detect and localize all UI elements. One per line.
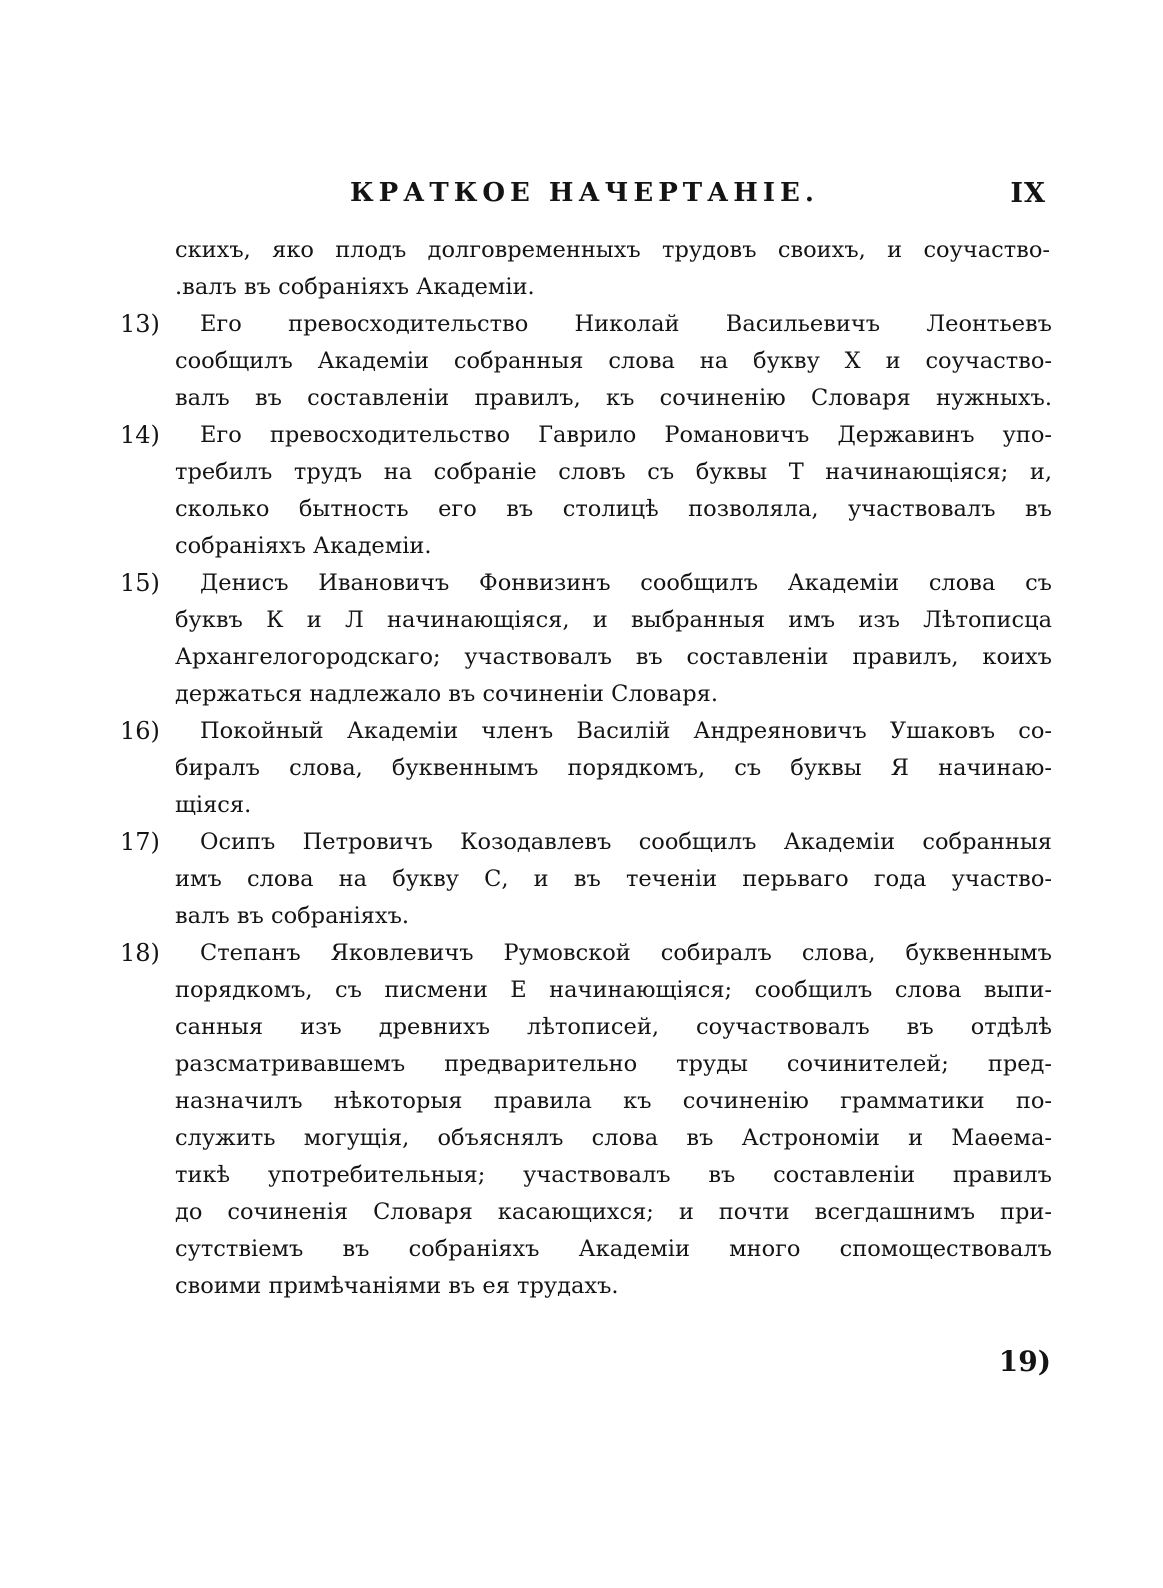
entry-17	[0, 824, 1163, 935]
continuation-line: скихъ, яко плодъ долговременныхъ трудовъ своихъ, и соучаство-	[175, 237, 1050, 263]
entry-18	[0, 935, 1163, 1305]
entry-line: биралъ слова, буквеннымъ порядкомъ, съ буквы Я начинаю-	[175, 755, 1052, 781]
entry-line: Осипъ Петровичъ Козодавлевъ сообщилъ Академіи собранныя	[200, 829, 1052, 855]
entry-line: порядкомъ, съ писмени Е начинающіяся; сообщилъ слова выпи-	[175, 977, 1052, 1003]
entry-line: разсматривавшемъ предварительно труды сочинителей; пред-	[175, 1051, 1052, 1077]
entry-number: 15)	[120, 569, 160, 597]
entry-line: валъ въ собраніяхъ.	[175, 903, 410, 929]
entry-number: 14)	[120, 421, 160, 449]
entry-line: сообщилъ Академіи собранныя слова на букву X и соучаство-	[175, 348, 1052, 374]
entry-number: 13)	[120, 310, 160, 338]
entry-15	[0, 565, 1163, 713]
entry-line: буквъ К и Л начинающіяся, и выбранныя имъ изъ Лѣтописца	[175, 607, 1052, 633]
entry-line: Степанъ Яковлевичъ Румовской собиралъ слова, буквеннымъ	[200, 940, 1052, 966]
entry-line: назначилъ нѣкоторыя правила къ сочиненію грамматики по-	[175, 1088, 1052, 1114]
entry-line: сутствіемъ въ собраніяхъ Академіи много спомоществовалъ	[175, 1236, 1052, 1262]
entry-16	[0, 713, 1163, 824]
catchword: 19)	[998, 1345, 1051, 1378]
entry-14	[0, 417, 1163, 565]
entry-line: валъ въ составленіи правилъ, къ сочиненію Словаря нужныхъ.	[175, 385, 1052, 411]
body-text	[0, 232, 1163, 1305]
entry-number: 16)	[120, 717, 160, 745]
entry-line: требилъ трудъ на собраніе словъ съ буквы T начинающіяся; и,	[175, 459, 1052, 485]
entry-line: санныя изъ древнихъ лѣтописей, соучаствовалъ въ отдѣлѣ	[175, 1014, 1052, 1040]
entry-line: сколько бытность его въ столицѣ позволяла, участвовалъ въ	[175, 496, 1052, 522]
entry-line: держаться надлежало въ сочиненіи Словаря.	[175, 681, 718, 707]
entry-number: 18)	[120, 939, 160, 967]
entry-line: служить могущія, объяснялъ слова въ Астрономіи и Маѳема-	[175, 1125, 1052, 1151]
entry-line: Его превосходительство Гаврило Романовичъ Державинъ упо-	[200, 422, 1052, 448]
entry-number: 17)	[120, 828, 160, 856]
page-number: IX	[1010, 178, 1046, 209]
entry-line: тикѣ употребительныя; участвовалъ въ составленіи правилъ	[175, 1162, 1052, 1188]
entry-13	[0, 306, 1163, 417]
entry-line: до сочиненія Словаря касающихся; и почти всегдашнимъ при-	[175, 1199, 1052, 1225]
entry-line: Денисъ Ивановичъ Фонвизинъ сообщилъ Академіи слова съ	[200, 570, 1052, 596]
entry-line: своими примѣчаніями въ ея трудахъ.	[175, 1273, 619, 1299]
entry-line: щіяся.	[175, 792, 252, 818]
entry-line: Его превосходительство Николай Васильевичъ Леонтьевъ	[200, 311, 1052, 337]
entry-line: имъ слова на букву С, и въ теченіи перьваго года участво-	[175, 866, 1052, 892]
page-header	[170, 170, 1052, 218]
entry-line: собраніяхъ Академіи.	[175, 533, 432, 559]
entry-line: Покойный Академіи членъ Василій Андреяновичъ Ушаковъ со-	[200, 718, 1052, 744]
running-title: КРАТКОЕ НАЧЕРТАНІЕ.	[350, 178, 819, 208]
entry-line: Архангелогородскаго; участвовалъ въ составленіи правилъ, коихъ	[175, 644, 1052, 670]
continuation-line: .валъ въ собраніяхъ Академіи.	[175, 274, 535, 300]
